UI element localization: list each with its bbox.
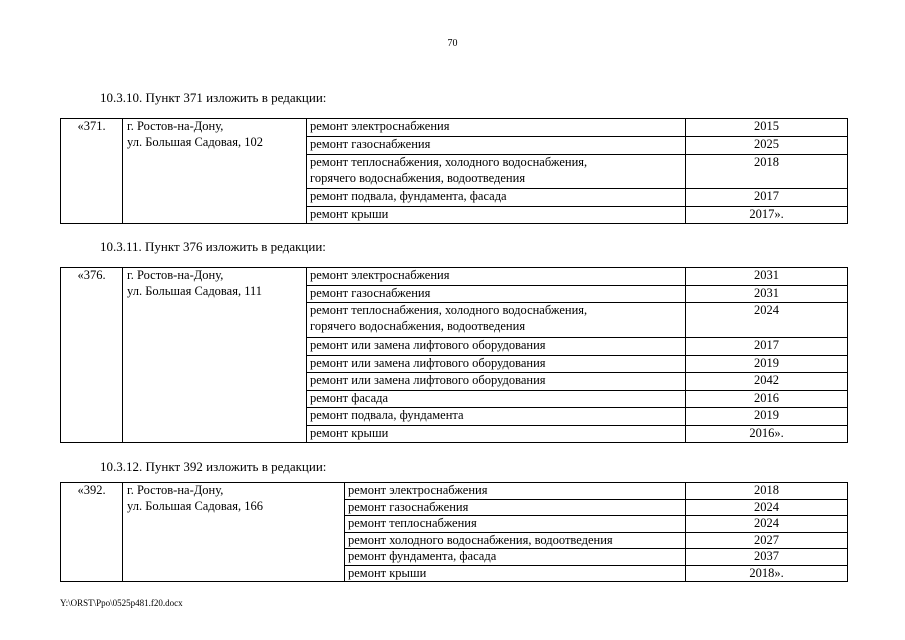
work-cell: ремонт газоснабжения	[345, 499, 686, 516]
work-cell: ремонт крыши	[345, 565, 686, 582]
work-line: горячего водоснабжения, водоотведения	[310, 170, 526, 185]
work-cell: ремонт холодного водоснабжения, водоотведения	[345, 532, 686, 549]
year-cell: 2018	[686, 483, 848, 500]
repair-table	[60, 118, 848, 224]
year-cell: 2025	[686, 137, 848, 155]
year-cell: 2042	[686, 373, 848, 391]
year-cell: 2027	[686, 532, 848, 549]
year-cell: 2017».	[686, 207, 848, 224]
work-cell: ремонт газоснабжения	[307, 137, 686, 155]
work-cell: ремонт газоснабжения	[307, 286, 686, 303]
work-cell	[307, 303, 686, 338]
repair-table	[60, 482, 848, 582]
address-city: г. Ростов-на-Дону,	[127, 268, 224, 282]
work-cell: ремонт электроснабжения	[307, 119, 686, 137]
repair-table	[60, 267, 848, 443]
work-cell: ремонт крыши	[307, 426, 686, 443]
file-path-footer: Y:\ORST\Ppo\0525p481.f20.docx	[60, 598, 183, 608]
item-number: «392.	[61, 483, 123, 582]
year-cell: 2018».	[686, 565, 848, 582]
address-city: г. Ростов-на-Дону,	[127, 483, 224, 497]
year-cell: 2015	[686, 119, 848, 137]
address-street: ул. Большая Садовая, 111	[127, 283, 263, 298]
section-heading: 10.3.12. Пункт 392 изложить в редакции:	[100, 459, 327, 474]
work-line: ремонт теплоснабжения, холодного водоснабжения,	[310, 303, 588, 317]
address-cell	[123, 119, 307, 224]
page-number: 70	[447, 38, 458, 49]
address-cell	[123, 268, 307, 443]
address-street: ул. Большая Садовая, 102	[127, 134, 263, 149]
address-street: ул. Большая Садовая, 166	[127, 498, 263, 513]
year-cell: 2017	[686, 338, 848, 356]
table-row	[61, 119, 848, 137]
year-cell: 2016».	[686, 426, 848, 443]
work-line: горячего водоснабжения, водоотведения	[310, 318, 526, 333]
year-cell: 2031	[686, 268, 848, 286]
work-line: ремонт теплоснабжения, холодного водоснабжения,	[310, 155, 588, 169]
work-cell: ремонт или замена лифтового оборудования	[307, 338, 686, 356]
work-cell	[307, 155, 686, 189]
section-heading: 10.3.10. Пункт 371 изложить в редакции:	[100, 90, 327, 105]
item-number: «371.	[61, 119, 123, 224]
work-cell: ремонт электроснабжения	[345, 483, 686, 500]
year-cell: 2031	[686, 286, 848, 303]
year-cell: 2017	[686, 189, 848, 207]
work-cell: ремонт электроснабжения	[307, 268, 686, 286]
year-cell: 2016	[686, 391, 848, 408]
work-cell: ремонт подвала, фундамента	[307, 408, 686, 426]
item-number: «376.	[61, 268, 123, 443]
year-cell: 2024	[686, 516, 848, 533]
table-row	[61, 483, 848, 500]
work-cell: ремонт или замена лифтового оборудования	[307, 356, 686, 373]
year-cell: 2037	[686, 549, 848, 566]
year-cell: 2019	[686, 408, 848, 426]
address-city: г. Ростов-на-Дону,	[127, 119, 224, 133]
work-cell: ремонт теплоснабжения	[345, 516, 686, 533]
work-cell: ремонт фундамента, фасада	[345, 549, 686, 566]
table-row	[61, 268, 848, 286]
address-cell	[123, 483, 345, 582]
year-cell: 2024	[686, 499, 848, 516]
work-cell: ремонт подвала, фундамента, фасада	[307, 189, 686, 207]
year-cell: 2024	[686, 303, 848, 338]
section-heading: 10.3.11. Пункт 376 изложить в редакции:	[100, 239, 326, 254]
work-cell: ремонт или замена лифтового оборудования	[307, 373, 686, 391]
year-cell: 2019	[686, 356, 848, 373]
work-cell: ремонт фасада	[307, 391, 686, 408]
work-cell: ремонт крыши	[307, 207, 686, 224]
year-cell: 2018	[686, 155, 848, 189]
